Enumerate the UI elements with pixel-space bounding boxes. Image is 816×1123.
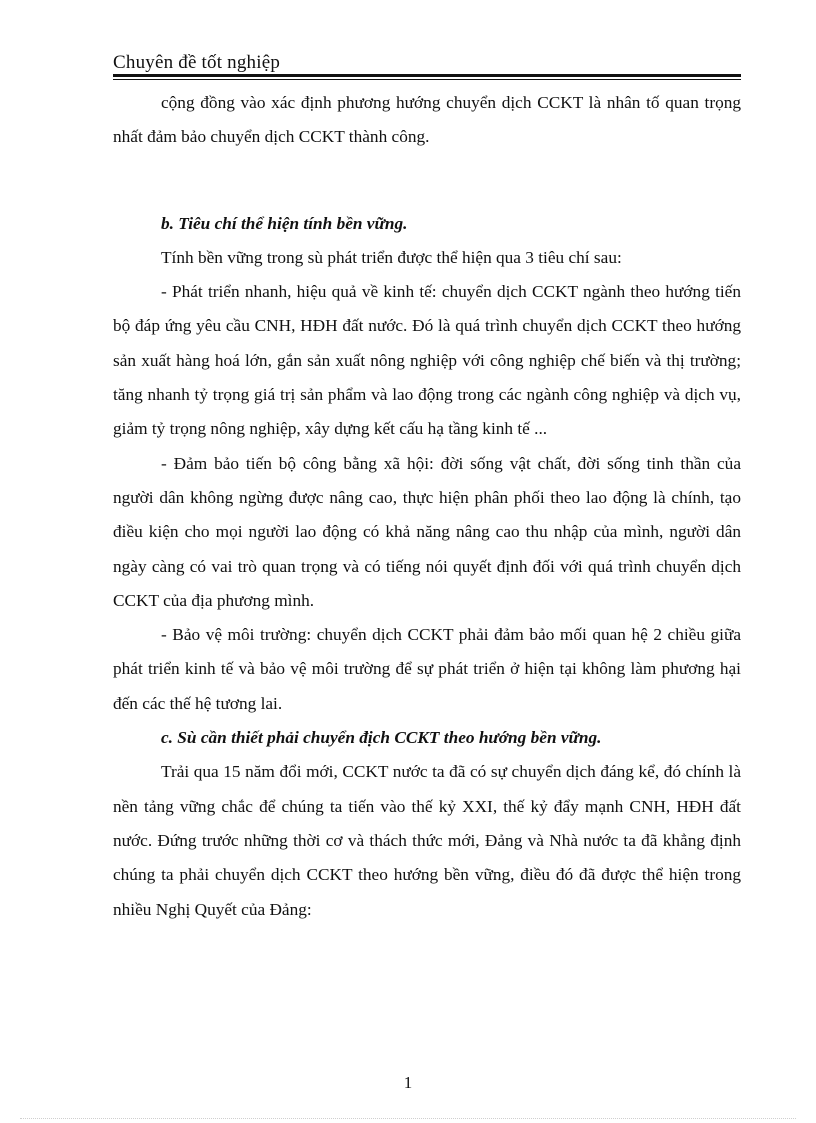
page-bottom-edge (20, 1118, 796, 1119)
page-header-title: Chuyên đề tốt nghiệp (113, 52, 281, 73)
header-rule-thick (113, 74, 741, 77)
page-number: 1 (403, 1073, 413, 1092)
paragraph-economic-criterion: - Phát triển nhanh, hiệu quả về kinh tế: chuyển dịch CCKT ngành theo hướng tiến bộ đáp ứng yêu cầu CNH, HĐH đất nước. Đó là quá trình chuyển dịch CCKT theo hướng sản xuất hàng hoá lớn, gắn sản xuất nông nghiệp với công nghiệp chế biến và thị trường; tăng nhanh tỷ trọng giá trị sản phẩm và lao động trong các ngành công nghiệp và dịch vụ, giảm tỷ trọng nông nghiệp, xây dựng kết cấu hạ tầng kinh tế ... (113, 282, 741, 439)
section-heading-b: b. Tiêu chí thể hiện tính bền vững. (161, 213, 408, 233)
header-rule-thin (113, 79, 741, 80)
paragraph-environment-criterion: - Bảo vệ môi trường: chuyển dịch CCKT phải đảm bảo mối quan hệ 2 chiều giữa phát triển kinh tế và bảo vệ môi trường để sự phát triển ở hiện tại không làm phương hại đến các thế hệ tương lai. (113, 625, 741, 713)
paragraph-criteria-intro: Tính bền vững trong sù phát triển được thể hiện qua 3 tiêu chí sau: (161, 247, 622, 267)
section-heading-c: c. Sù cần thiết phải chuyển địch CCKT theo hướng bền vững. (161, 728, 602, 748)
document-body (113, 86, 741, 927)
paragraph-social-criterion: - Đảm bảo tiến bộ công bằng xã hội: đời sống vật chất, đời sống tinh thần của người dân không ngừng được nâng cao, thực hiện phân phối theo lao động là chính, tạo điều kiện cho mọi người lao động có khả năng nâng cao thu nhập của mình, người dân ngày càng có vai trò quan trọng và có tiếng nói quyết định đối với quá trình chuyển dịch CCKT của địa phương mình. (113, 453, 741, 610)
paragraph-continuation: cộng đồng vào xác định phương hướng chuyển dịch CCKT là nhân tố quan trọng nhất đảm bảo chuyển dịch CCKT thành công. (113, 93, 741, 147)
paragraph-necessity: Trải qua 15 năm đổi mới, CCKT nước ta đã có sự chuyển dịch đáng kể, đó chính là nền tảng vững chắc để chúng ta tiến vào thế kỷ XXI, thế kỷ đẩy mạnh CNH, HĐH đất nước. Đứng trước những thời cơ và thách thức mới, Đảng và Nhà nước ta đã khẳng định chúng ta phải chuyển dịch CCKT theo hướng bền vững, điều đó đã được thể hiện trong nhiều Nghị Quyết của Đảng: (113, 762, 741, 919)
